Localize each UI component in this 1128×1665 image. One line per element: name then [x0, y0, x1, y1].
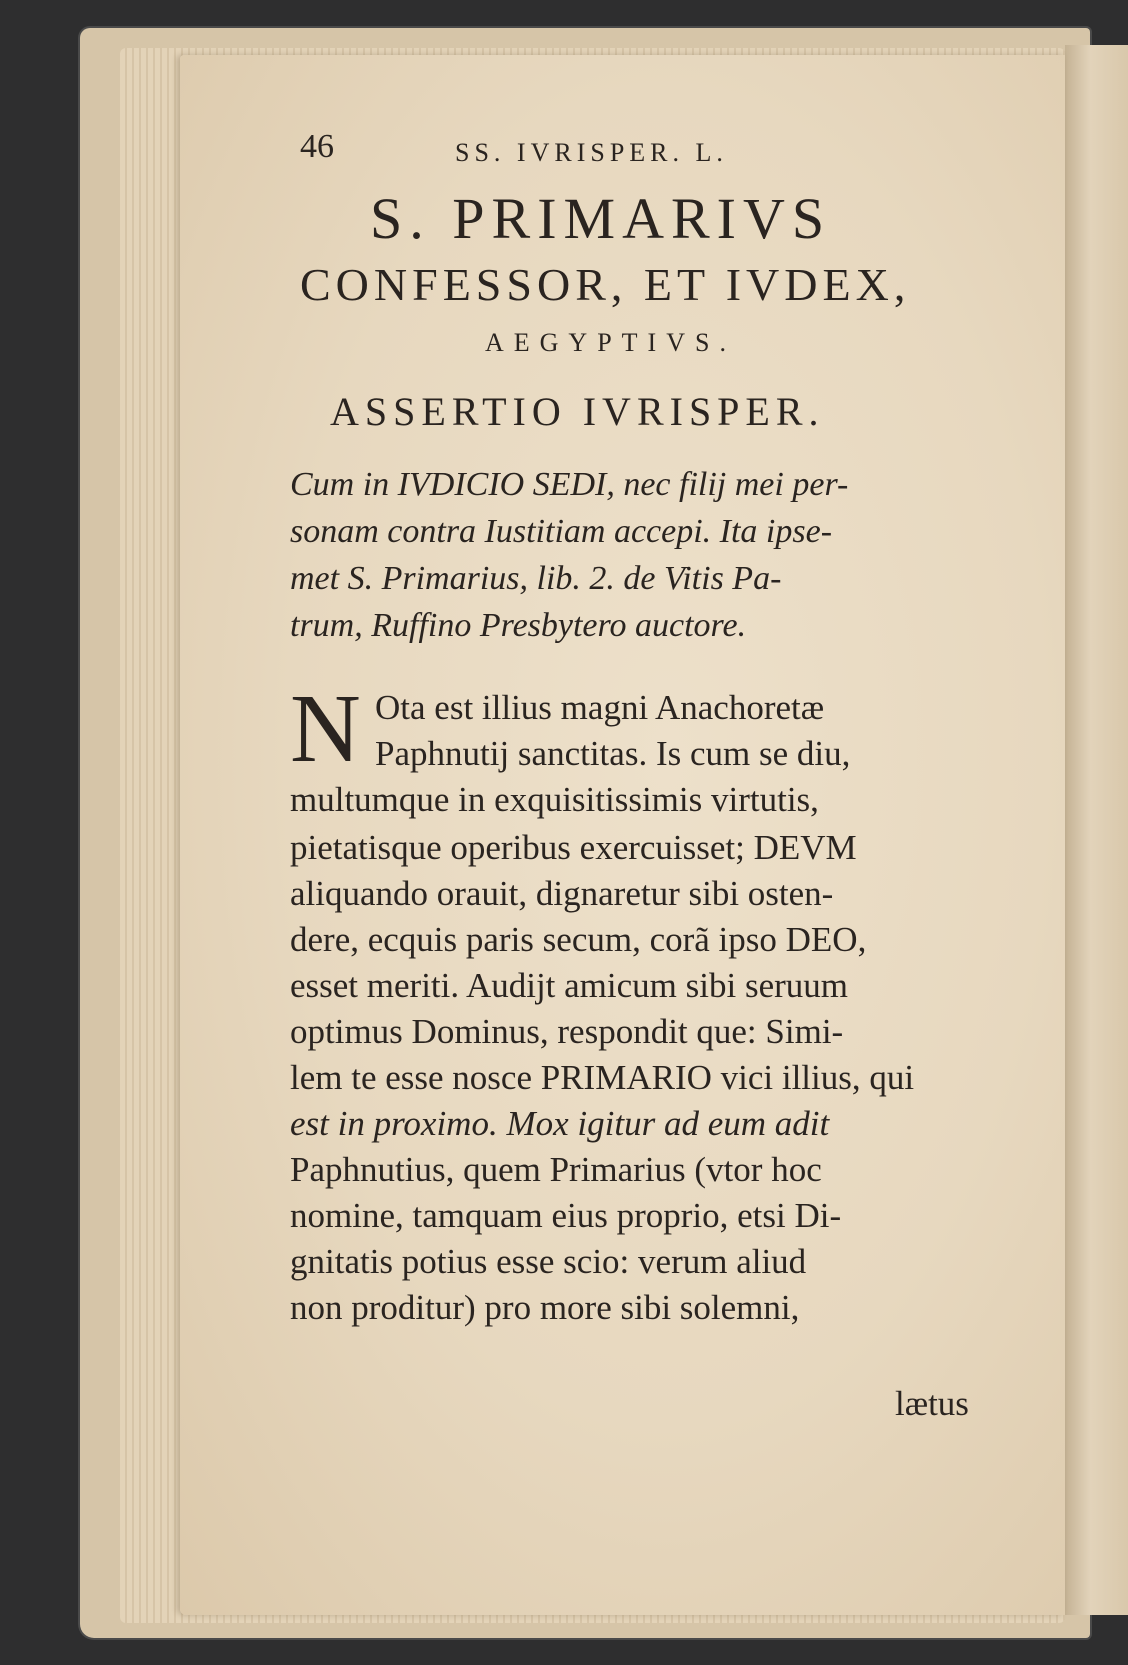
- body-line: esset meriti. Audijt amicum sibi seruum: [290, 966, 848, 1005]
- assertio-line: sonam contra Iustitiam accepi. Ita ipse-: [290, 513, 833, 550]
- body-line: aliquando orauit, dignaretur sibi osten-: [290, 874, 834, 913]
- body-line: Paphnutius, quem Primarius (vtor hoc: [290, 1150, 822, 1189]
- body-line: lem te esse nosce PRIMARIO vici illius, qui: [290, 1058, 915, 1097]
- heading-name: S. PRIMARIVS: [370, 186, 832, 251]
- drop-cap: N: [290, 675, 361, 783]
- body-line: dere, ecquis paris secum, corã ipso DEO,: [290, 920, 867, 959]
- body-line: pietatisque operibus exercuisset; DEVM: [290, 828, 857, 867]
- assertio-line: met S. Primarius, lib. 2. de Vitis Pa-: [290, 560, 782, 597]
- body-line: est in proximo. Mox igitur ad eum adit: [290, 1104, 830, 1143]
- catchword: lætus: [895, 1384, 969, 1423]
- heading-origin: AEGYPTIVS.: [485, 328, 736, 357]
- page-number: 46: [300, 128, 334, 165]
- body-line: Ota est illius magni Anachoretæ: [375, 688, 825, 727]
- assertio-line: Cum in IVDICIO SEDI, nec filij mei per-: [290, 466, 849, 503]
- running-title: SS. IVRISPER. L.: [455, 138, 728, 167]
- body-line: non proditur) pro more sibi solemni,: [290, 1288, 800, 1327]
- heading-assertio: ASSERTIO IVRISPER.: [330, 389, 825, 434]
- assertio-line: trum, Ruffino Presbytero auctore.: [290, 607, 747, 644]
- body-line: gnitatis potius esse scio: verum aliud: [290, 1242, 807, 1281]
- body-line: Paphnutij sanctitas. Is cum se diu,: [375, 734, 851, 773]
- facing-page-edge: [1065, 45, 1128, 1615]
- body-line: multumque in exquisitissimis virtutis,: [290, 780, 819, 819]
- heading-role: CONFESSOR, ET IVDEX,: [300, 259, 911, 310]
- body-line: optimus Dominus, respondit que: Simi-: [290, 1012, 844, 1051]
- body-line: nomine, tamquam eius proprio, etsi Di-: [290, 1196, 842, 1235]
